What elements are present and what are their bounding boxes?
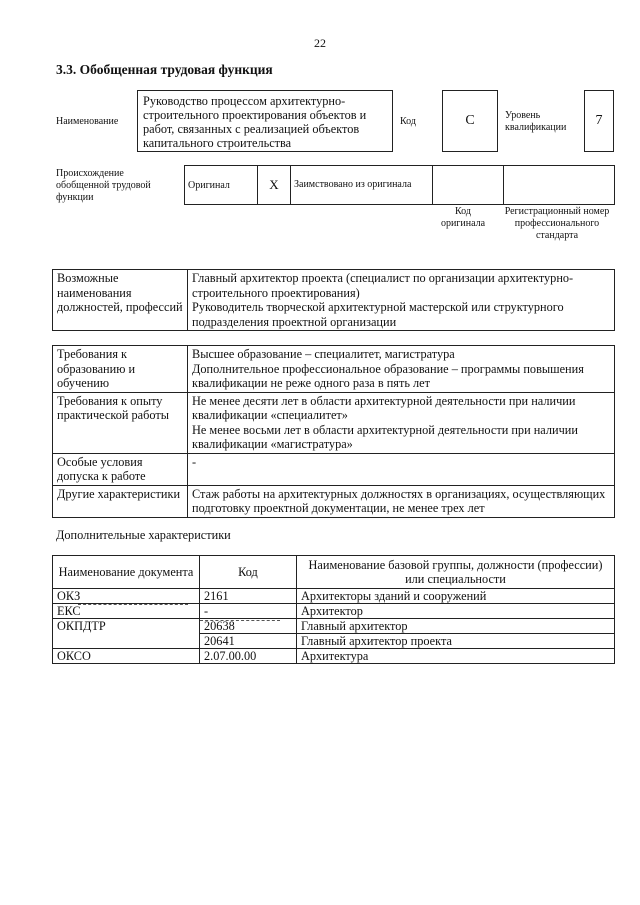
original-label: Оригинал: [185, 166, 258, 205]
req-admission-label: Особые условия допуска к работе: [53, 453, 188, 485]
page-number: 22: [314, 36, 326, 50]
additional-table: [52, 555, 615, 664]
table-row: [53, 619, 615, 634]
code-original-cell: [433, 166, 504, 205]
table-row: [53, 604, 615, 619]
col-header-code: Код: [200, 556, 297, 589]
code-label: Код: [400, 116, 416, 127]
row-name: Архитектура: [297, 649, 615, 664]
col-header-doc: Наименование документа: [53, 556, 200, 589]
row-code: 2161: [200, 589, 297, 604]
table-row: [53, 649, 615, 664]
reg-number-cell: [504, 166, 615, 205]
positions-label: Возможные наименования должностей, профессий: [53, 270, 188, 331]
scan-artifact: [78, 604, 188, 605]
req-line: Не менее восьми лет в области архитектурной деятельности при наличии квалификации «магистратура»: [192, 422, 578, 451]
position-line: Руководитель творческой архитектурной мастерской или структурного подразделения проектной организации: [192, 300, 564, 329]
row-code: -: [200, 604, 297, 619]
code-value: C: [442, 90, 498, 152]
req-line: Дополнительное профессиональное образование – программы повышения квалификации не реже одного раза в пять лет: [192, 361, 584, 390]
section-title: 3.3. Обобщенная трудовая функция: [56, 62, 273, 77]
row-code: 2.07.00.00: [200, 649, 297, 664]
row-doc: ОКПДТР: [53, 619, 200, 649]
req-other-values: [188, 485, 615, 517]
additional-title: Дополнительные характеристики: [56, 528, 231, 542]
name-value: Руководство процессом архитектурно-строительного проектирования объектов и работ, связанных с реализацией объектов капитального строительства: [137, 90, 393, 152]
req-other-label: Другие характеристики: [53, 485, 188, 517]
row-name: Архитекторы зданий и сооружений: [297, 589, 615, 604]
row-code: 20638: [200, 619, 297, 634]
col-header-name: Наименование базовой группы, должности (профессии) или специальности: [297, 556, 615, 589]
level-label: Уровень квалификации: [505, 110, 567, 133]
req-line: Стаж работы на архитектурных должностях в организациях, осуществляющих подготовку проектной документации, не менее трех лет: [192, 486, 606, 515]
row-name: Главный архитектор проекта: [297, 634, 615, 649]
level-value: 7: [584, 90, 614, 152]
row-doc: ОКСО: [53, 649, 200, 664]
req-line: -: [192, 454, 197, 469]
borrowed-label: Заимствовано из оригинала: [291, 166, 433, 205]
table-row: [53, 589, 615, 604]
req-admission-values: [188, 453, 615, 485]
row-code: 20641: [200, 634, 297, 649]
req-experience-values: [188, 392, 615, 453]
position-line: Главный архитектор проекта (специалист по организации архитектурно-строительного проектирования): [192, 271, 574, 300]
original-mark: X: [258, 166, 291, 205]
row-name: Архитектор: [297, 604, 615, 619]
scan-artifact: [200, 620, 280, 621]
row-name: Главный архитектор: [297, 619, 615, 634]
code-original-caption: Код оригинала: [440, 206, 486, 229]
req-experience-label: Требования к опыту практической работы: [53, 392, 188, 453]
req-education-label: Требования к образованию и обучению: [53, 346, 188, 393]
row-doc: ЕКС: [53, 604, 200, 619]
positions-table: [52, 269, 615, 331]
origin-table: [184, 165, 615, 205]
reg-number-caption: Регистрационный номер профессионального стандарта: [504, 206, 610, 241]
req-line: Не менее десяти лет в области архитектурной деятельности при наличии квалификации «специалитет»: [192, 393, 576, 422]
requirements-table: [52, 345, 615, 518]
req-line: Высшее образование – специалитет, магистратура: [192, 347, 455, 361]
name-label: Наименование: [56, 116, 119, 127]
row-doc: ОКЗ: [53, 589, 200, 604]
positions-values: [188, 270, 615, 331]
req-education-values: [188, 346, 615, 393]
origin-label: Происхождение обобщенной трудовой функции: [56, 168, 151, 203]
